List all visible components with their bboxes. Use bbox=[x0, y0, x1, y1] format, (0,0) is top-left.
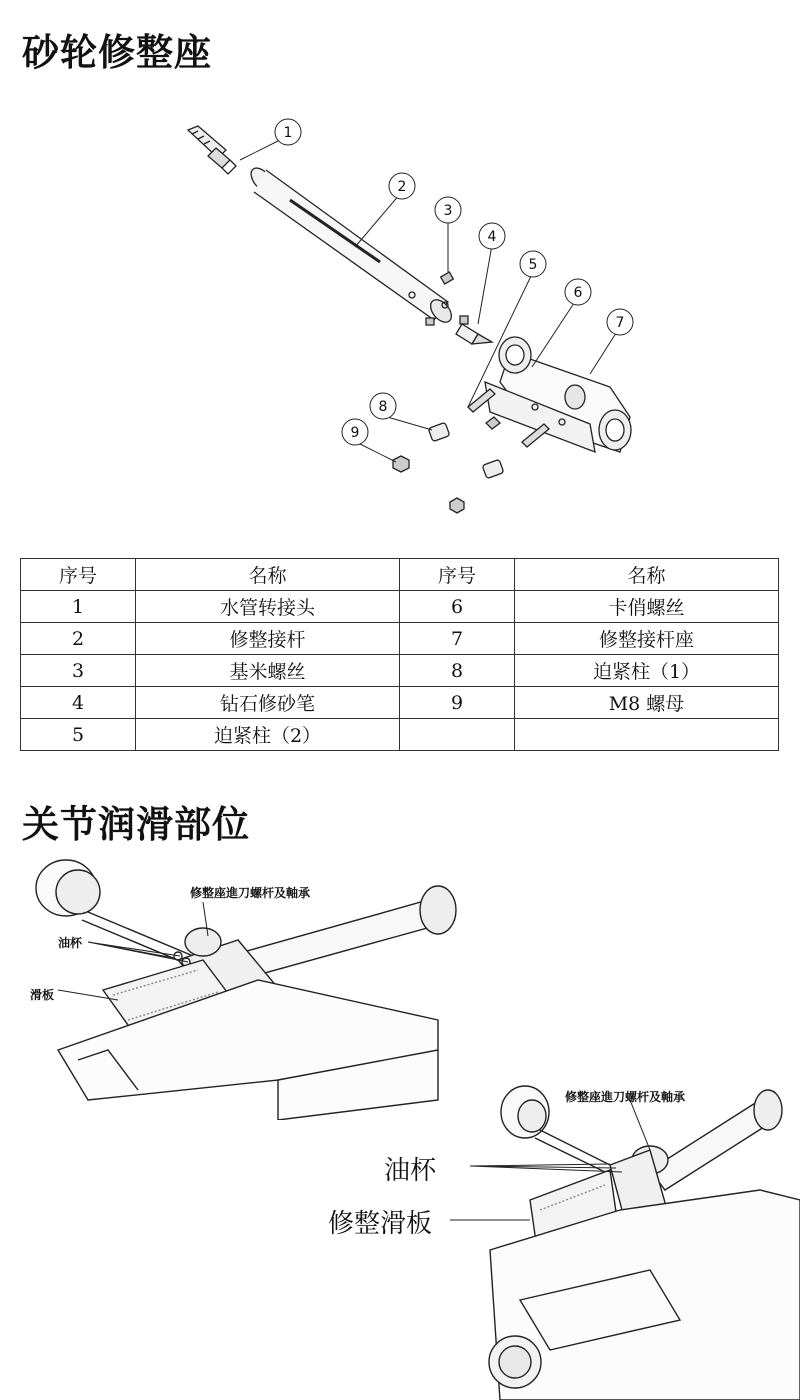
dresser-shaft-seat-part bbox=[485, 337, 631, 452]
callout-6 bbox=[565, 279, 591, 305]
cell-name: 水管转接头 bbox=[136, 591, 400, 623]
cell-name bbox=[515, 719, 779, 751]
header-no: 序号 bbox=[21, 559, 136, 591]
section-title-lubrication-points: 关节润滑部位 bbox=[22, 803, 250, 846]
cell-name: 卡俏螺丝 bbox=[515, 591, 779, 623]
label-oil-cup-small: 油杯 bbox=[58, 936, 83, 950]
header-name: 名称 bbox=[515, 559, 779, 591]
cell-name: 修整接杆座 bbox=[515, 623, 779, 655]
cell-no bbox=[400, 719, 515, 751]
cell-no: 9 bbox=[400, 687, 515, 719]
parts-table bbox=[20, 558, 779, 751]
cell-name: 钻石修砂笔 bbox=[136, 687, 400, 719]
dresser-shaft-part bbox=[247, 164, 456, 326]
cell-no: 4 bbox=[21, 687, 136, 719]
label-dresser-slide-large: 修整滑板 bbox=[328, 1209, 433, 1239]
cell-name: 修整接杆 bbox=[136, 623, 400, 655]
svg-text:9: 9 bbox=[350, 425, 360, 441]
section-title-dresser-seat: 砂轮修整座 bbox=[22, 31, 212, 74]
svg-text:3: 3 bbox=[443, 203, 453, 219]
cell-name: 迫紧柱（2） bbox=[136, 719, 400, 751]
cell-no: 1 bbox=[21, 591, 136, 623]
callout-1 bbox=[275, 119, 301, 145]
cell-no: 3 bbox=[21, 655, 136, 687]
label-feed-screw-large-view: 修整座進刀螺杆及軸承 bbox=[565, 1090, 686, 1104]
cell-name: 基米螺丝 bbox=[136, 655, 400, 687]
table-row bbox=[21, 623, 779, 655]
cell-name: M8 螺母 bbox=[515, 687, 779, 719]
table-row bbox=[21, 719, 779, 751]
cell-no: 6 bbox=[400, 591, 515, 623]
header-no: 序号 bbox=[400, 559, 515, 591]
cell-no: 8 bbox=[400, 655, 515, 687]
m8-nut-part bbox=[393, 456, 464, 513]
callout-7 bbox=[607, 309, 633, 335]
table-row bbox=[21, 591, 779, 623]
svg-text:2: 2 bbox=[397, 179, 407, 195]
label-feed-screw-small: 修整座進刀螺杆及軸承 bbox=[190, 886, 311, 900]
table-header-row bbox=[21, 559, 779, 591]
label-oil-cup-large: 油杯 bbox=[384, 1156, 437, 1186]
callout-2 bbox=[389, 173, 415, 199]
cell-no: 5 bbox=[21, 719, 136, 751]
svg-text:4: 4 bbox=[487, 229, 497, 245]
header-name: 名称 bbox=[136, 559, 400, 591]
diamond-pen-part bbox=[456, 324, 492, 344]
clamp-post-part bbox=[428, 422, 504, 478]
svg-text:7: 7 bbox=[615, 315, 625, 331]
callout-8 bbox=[370, 393, 396, 419]
callout-9 bbox=[342, 419, 368, 445]
callout-5 bbox=[520, 251, 546, 277]
callout-4 bbox=[479, 223, 505, 249]
svg-text:1: 1 bbox=[283, 125, 293, 141]
label-slide-small: 滑板 bbox=[30, 988, 55, 1002]
cell-name: 迫紧柱（1） bbox=[515, 655, 779, 687]
svg-text:5: 5 bbox=[528, 257, 538, 273]
callout-3 bbox=[435, 197, 461, 223]
cell-no: 7 bbox=[400, 623, 515, 655]
svg-text:6: 6 bbox=[573, 285, 583, 301]
table-row bbox=[21, 687, 779, 719]
exploded-parts-diagram bbox=[150, 112, 670, 522]
svg-text:8: 8 bbox=[378, 399, 388, 415]
cell-no: 2 bbox=[21, 623, 136, 655]
table-row bbox=[21, 655, 779, 687]
hose-fitting-part bbox=[188, 126, 236, 174]
